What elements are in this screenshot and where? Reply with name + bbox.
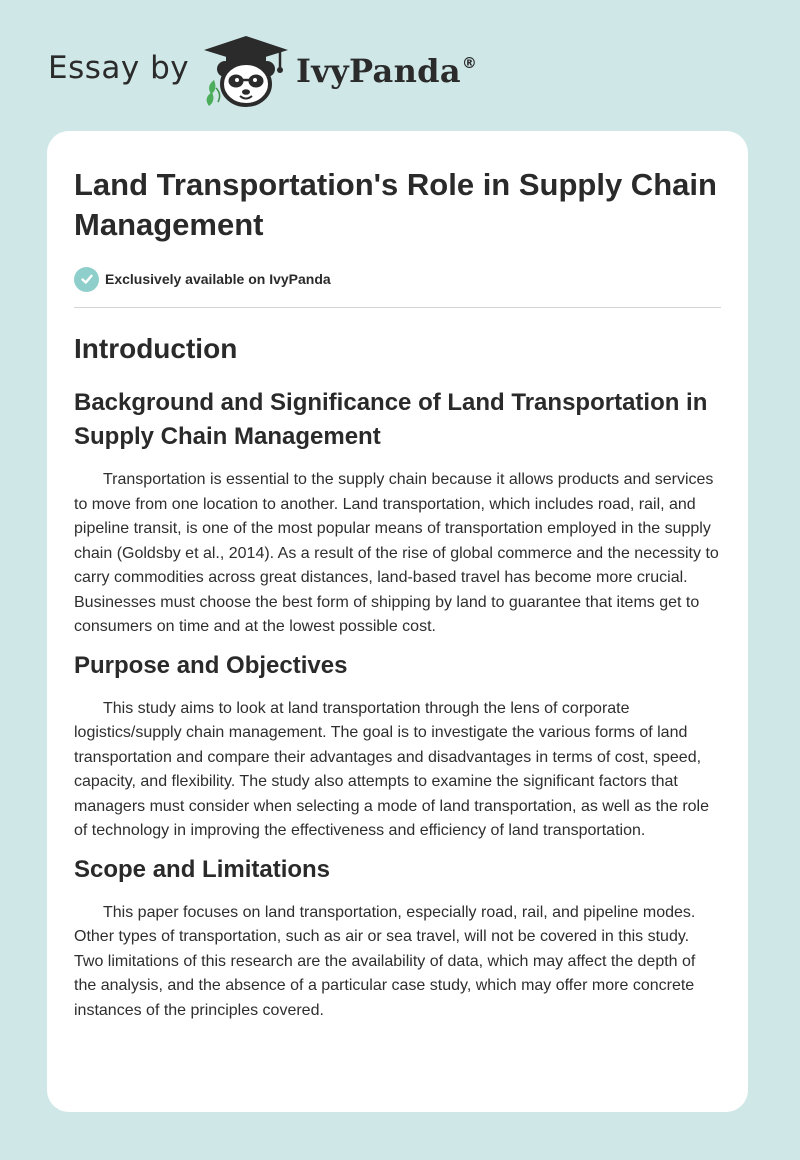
- paragraph-purpose: This study aims to look at land transportation through the lens of corporate logistics/supply chain management. The goal is to investigate the various forms of land transportation and compare their advantages and disadvantages in terms of cost, speed, capacity, and flexibility. The study also attempts to examine the significant factors that managers must consider when selecting a mode of land transportation, as well as the role of technology in improving the effectiveness and efficiency of land transportation.: [74, 699, 710, 839]
- exclusive-notice: [74, 265, 721, 293]
- essay-card: [47, 131, 748, 1112]
- exclusive-label: Exclusively available on IvyPanda: [105, 271, 331, 287]
- brand-text: IvyPanda: [296, 52, 461, 90]
- paragraph-background: Transportation is essential to the supply chain because it allows products and services to move from one location to another. Land transportation, which includes road, rail, and pipeline transit, is one of the most popular means of transportation employed in the supply chain (Goldsby et al., 2014). As a result of the rise of global commerce and the necessity to carry commodities across great distances, land-based travel has become more crucial. Businesses must choose the best form of shipping by land to guarantee that items get to consumers on time and at the lowest possible cost.: [74, 471, 719, 635]
- panda-graduate-logo-icon[interactable]: [200, 34, 292, 110]
- divider: [74, 307, 721, 308]
- section-heading-purpose: Purpose and Objectives: [74, 651, 348, 679]
- essay-by-label: Essay by: [48, 50, 190, 86]
- check-circle-icon: [74, 267, 99, 292]
- paragraph-scope: This paper focuses on land transportation, especially road, rail, and pipeline modes. Other types of transportation, such as air or sea travel, will not be covered in this study. Two limitations of this research are the availability of data, which may affect the depth of the analysis, and the absence of a particular case study, which may offer more concrete instances of the principles covered.: [74, 903, 696, 1019]
- registered-mark: ®: [461, 54, 478, 72]
- essay-title: Land Transportation's Role in Supply Chain Management: [74, 167, 717, 242]
- section-heading-introduction: Introduction: [74, 333, 238, 364]
- site-header: [0, 0, 800, 120]
- brand-name[interactable]: [296, 52, 477, 90]
- section-heading-background: Background and Significance of Land Transportation in Supply Chain Management: [74, 389, 708, 450]
- section-heading-scope: Scope and Limitations: [74, 855, 331, 883]
